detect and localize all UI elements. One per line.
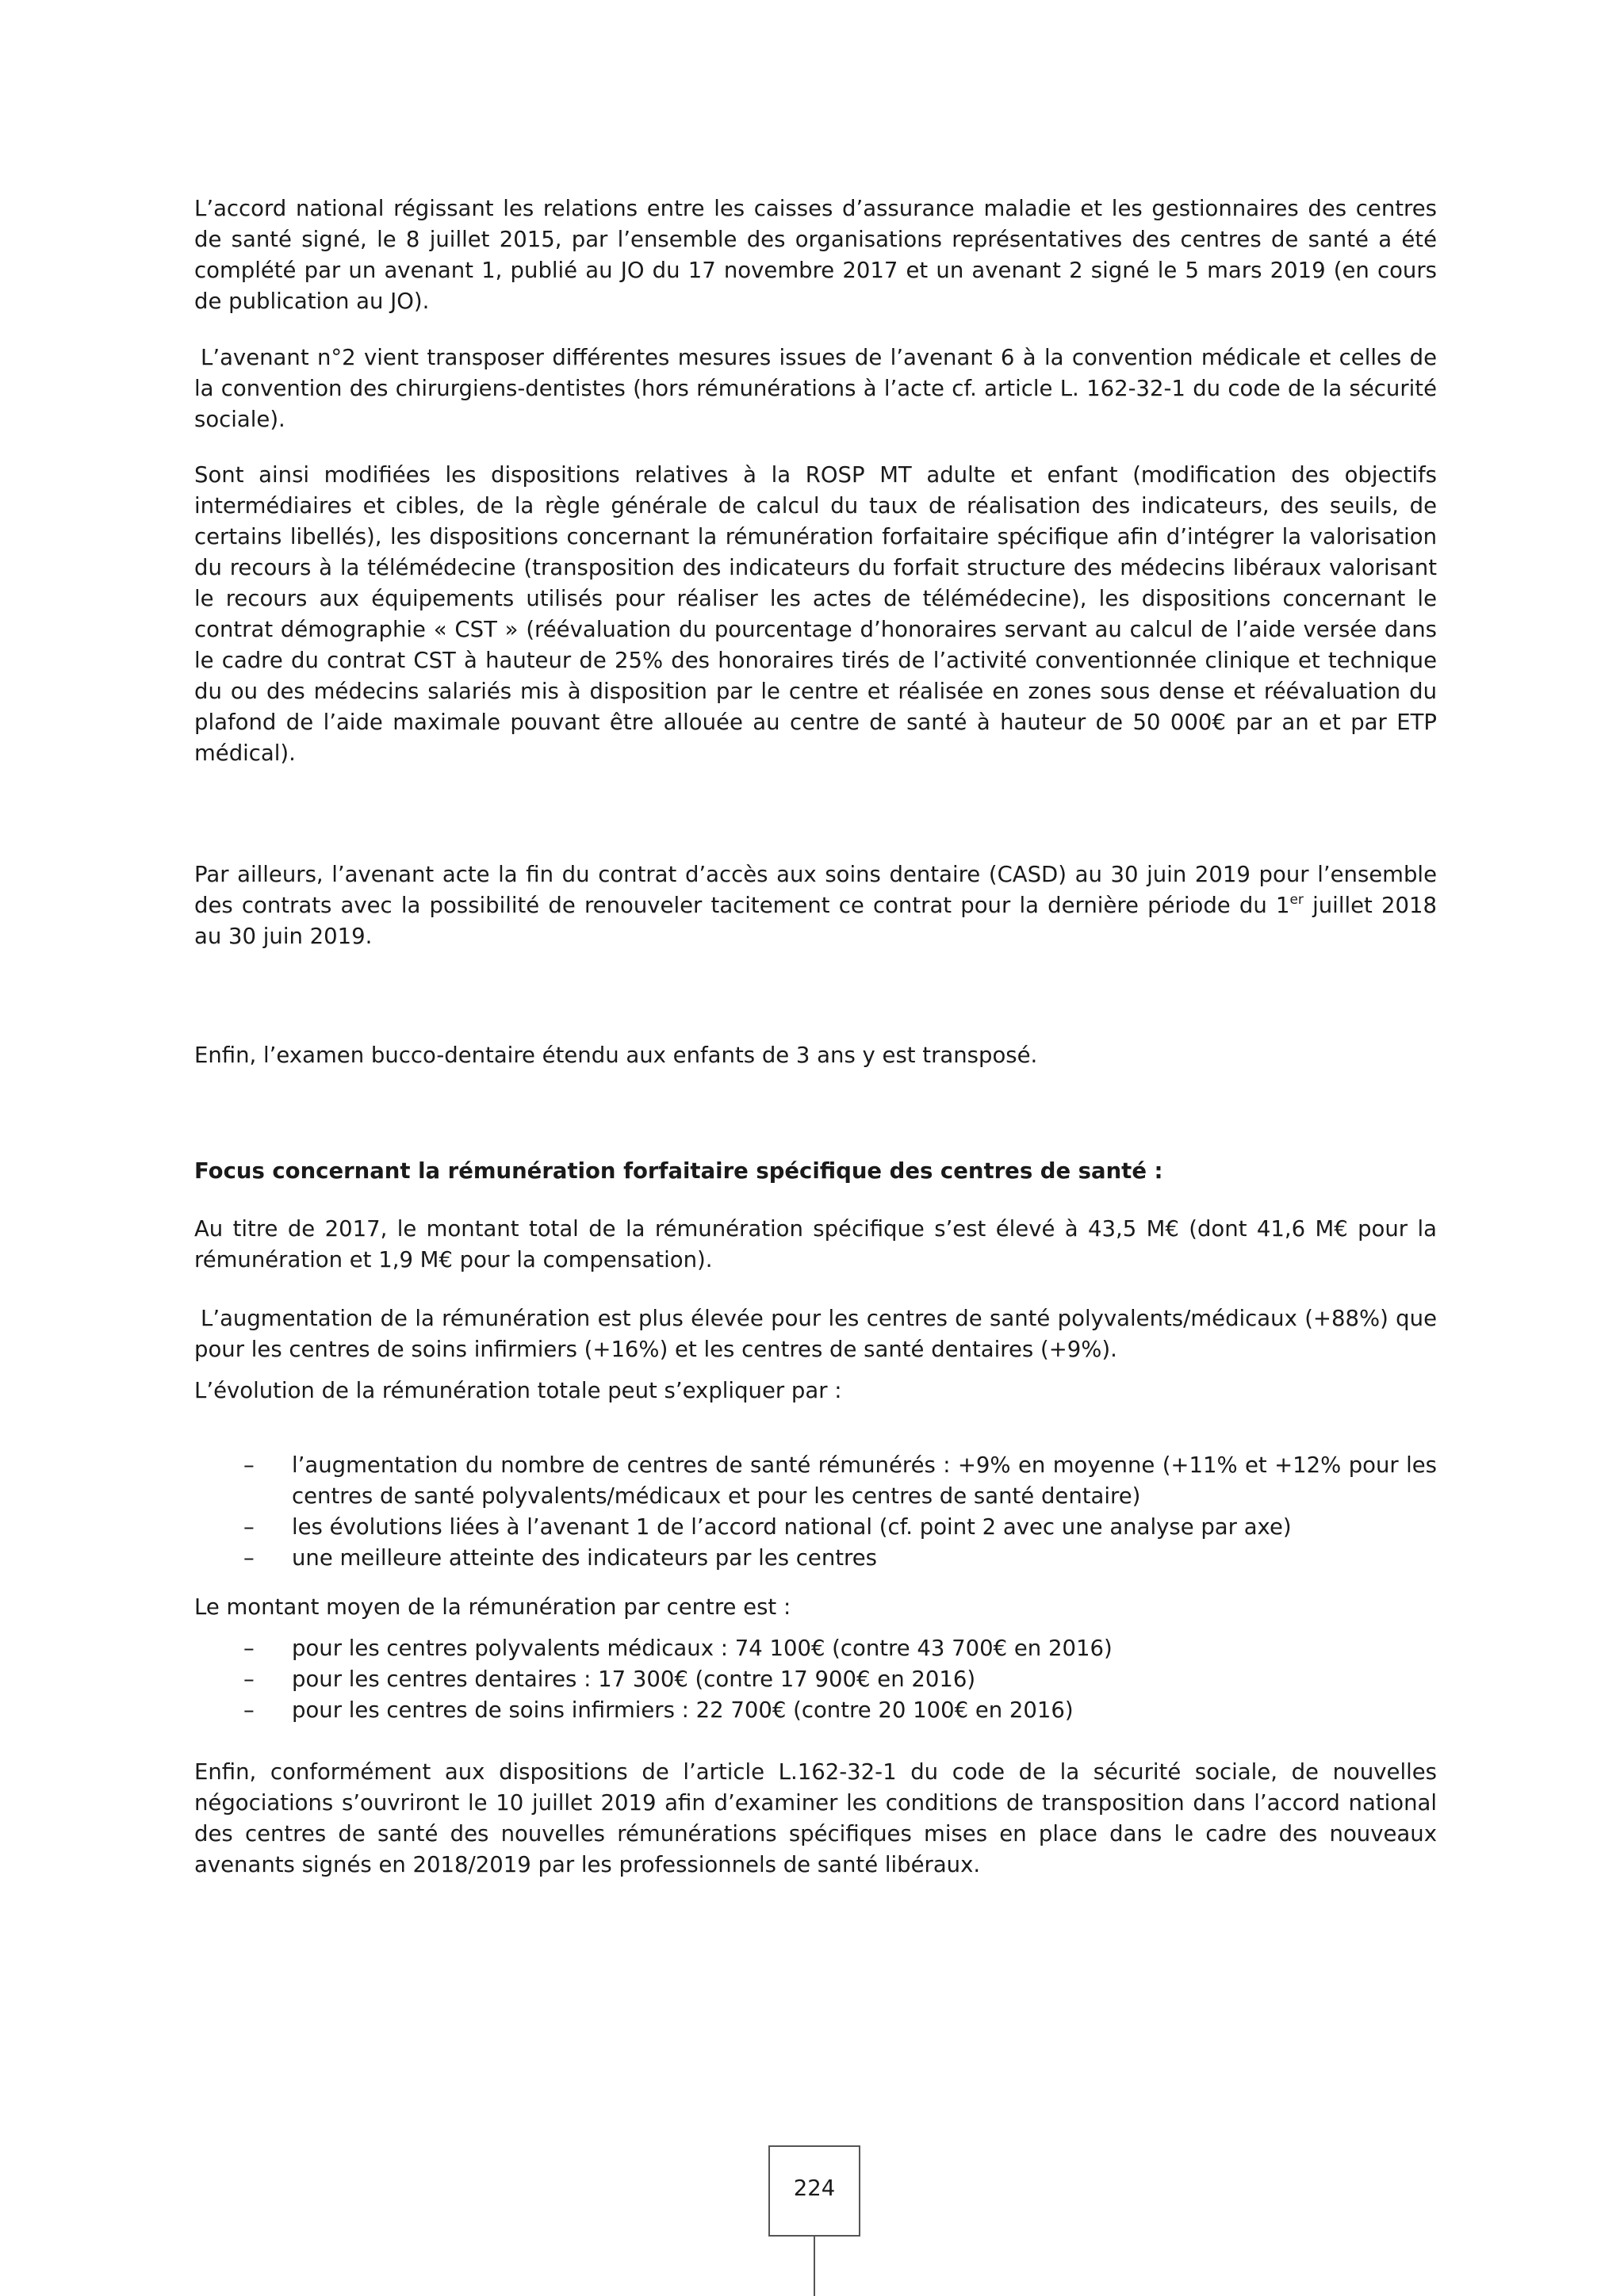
paragraph-montant-moyen xyxy=(194,1592,1437,1623)
list-item-text: une meilleure atteinte des indicateurs par les centres xyxy=(292,1545,877,1571)
dash-bullet-icon: – xyxy=(243,1667,255,1692)
list-item-text: l’augmentation du nombre de centres de santé rémunérés : +9% en moyenne (+11% et +12% pour les centres de santé polyvalents/médicaux et pour les centres de santé dentaire) xyxy=(292,1452,1437,1509)
paragraph-text: L’accord national régissant les relations entre les caisses d’assurance maladie et les gestionnaires des centres de santé signé, le 8 juillet 2015, par l’ensemble des organisations représentatives des centres de santé a été complété par un avenant 1, publié au JO du 17 novembre 2017 et un avenant 2 signé le 5 mars 2019 (en cours de publication au JO). xyxy=(194,196,1437,314)
paragraph-text: Le montant moyen de la rémunération par centre est : xyxy=(194,1594,791,1620)
page-number: 224 xyxy=(793,2175,836,2201)
paragraph-text: L’avenant n°2 vient transposer différentes mesures issues de l’avenant 6 à la convention médicale et celles de la convention des chirurgiens-dentistes (hors rémunérations à l’acte cf. article L. 162-32-1 du code de la sécurité sociale). xyxy=(194,345,1437,432)
dash-bullet-icon: – xyxy=(243,1514,255,1540)
paragraph-avenant-2 xyxy=(194,342,1437,435)
list-item-text: les évolutions liées à l’avenant 1 de l’accord national (cf. point 2 avec une analyse par axe) xyxy=(292,1514,1292,1540)
montant-list xyxy=(194,1633,1437,1726)
list-item xyxy=(194,1633,1437,1664)
paragraph-examen-bucco-dentaire xyxy=(194,1040,1437,1071)
heading-text: Focus concernant la rémunération forfaitaire spécifique des centres de santé : xyxy=(194,1158,1163,1184)
evolution-list xyxy=(194,1450,1437,1574)
list-item-text: pour les centres de soins infirmiers : 22 700€ (contre 20 100€ en 2016) xyxy=(292,1697,1074,1723)
dash-bullet-icon: – xyxy=(243,1452,255,1478)
paragraph-casd xyxy=(194,859,1437,952)
paragraph-text-part: juillet 2018 au 30 juin 2019. xyxy=(194,893,1437,949)
paragraph-augmentation xyxy=(194,1303,1437,1365)
paragraph-negociations xyxy=(194,1757,1437,1881)
list-item-text: pour les centres polyvalents médicaux : 74 100€ (contre 43 700€ en 2016) xyxy=(292,1636,1113,1661)
list-item xyxy=(194,1543,1437,1574)
paragraph-accord-national xyxy=(194,193,1437,317)
paragraph-text: Au titre de 2017, le montant total de la rémunération spécifique s’est élevé à 43,5 M€ (dont 41,6 M€ pour la rémunération et 1,9 M€ pour la compensation). xyxy=(194,1216,1437,1272)
paragraph-text: Enfin, l’examen bucco-dentaire étendu aux enfants de 3 ans y est transposé. xyxy=(194,1043,1038,1068)
paragraph-text: Enfin, conformément aux dispositions de l’article L.162-32-1 du code de la sécurité sociale, de nouvelles négociations s’ouvriront le 10 juillet 2019 afin d’examiner les conditions de transposition dans l’accord national des centres de santé des nouvelles rémunérations spécifiques mises en place dans le cadre des nouveaux avenants signés en 2018/2019 par les professionnels de santé libéraux. xyxy=(194,1759,1437,1877)
section-heading xyxy=(194,1156,1437,1187)
paragraph-evolution xyxy=(194,1376,1437,1406)
dash-bullet-icon: – xyxy=(243,1697,255,1723)
paragraph-modifications xyxy=(194,460,1437,769)
list-item xyxy=(194,1450,1437,1512)
superscript: er xyxy=(1289,892,1304,908)
paragraph-text: Sont ainsi modifiées les dispositions relatives à la ROSP MT adulte et enfant (modification des objectifs intermédiaires et cibles, de la règle générale de calcul du taux de réalisation des indicateurs, des seuils, de certains libellés), les dispositions concernant la rémunération forfaitaire spécifique afin d’intégrer la valorisation du recours à la télémédecine (transposition des indicateurs du forfait structure des médecins libéraux valorisant le recours aux équipements utilisés pour réaliser les actes de télémédecine), les dispositions concernant le contrat démographie « CST » (réévaluation du pourcentage d’honoraires servant au calcul de l’aide versée dans le cadre du contrat CST à hauteur de 25% des honoraires tirés de l’activité conventionnée clinique et technique du ou des médecins salariés mis à disposition par le centre et réalisée en zones sous dense et réévaluation du plafond de l’aide maximale pouvant être allouée au centre de santé à hauteur de 50 000€ par an et par ETP médical). xyxy=(194,462,1437,766)
page-number-connector-line xyxy=(814,2237,815,2296)
paragraph-text-part: Par ailleurs, l’avenant acte la fin du contrat d’accès aux soins dentaire (CASD) au 30 juin 2019 pour l’ensemble des contrats avec la possibilité de renouveler tacitement ce contrat pour la dernière période du 1 xyxy=(194,862,1437,918)
list-item xyxy=(194,1695,1437,1726)
dash-bullet-icon: – xyxy=(243,1636,255,1661)
dash-bullet-icon: – xyxy=(243,1545,255,1571)
list-item-text: pour les centres dentaires : 17 300€ (contre 17 900€ en 2016) xyxy=(292,1667,976,1692)
paragraph-text: L’évolution de la rémunération totale peut s’expliquer par : xyxy=(194,1378,842,1403)
paragraph-text: L’augmentation de la rémunération est plus élevée pour les centres de santé polyvalents/médicaux (+88%) que pour les centres de soins infirmiers (+16%) et les centres de santé dentaires (+9%). xyxy=(194,1306,1437,1362)
page-number-box xyxy=(768,2145,860,2237)
list-item xyxy=(194,1664,1437,1695)
list-item xyxy=(194,1512,1437,1543)
paragraph-montant-2017 xyxy=(194,1214,1437,1276)
paragraph-text xyxy=(194,859,1437,952)
